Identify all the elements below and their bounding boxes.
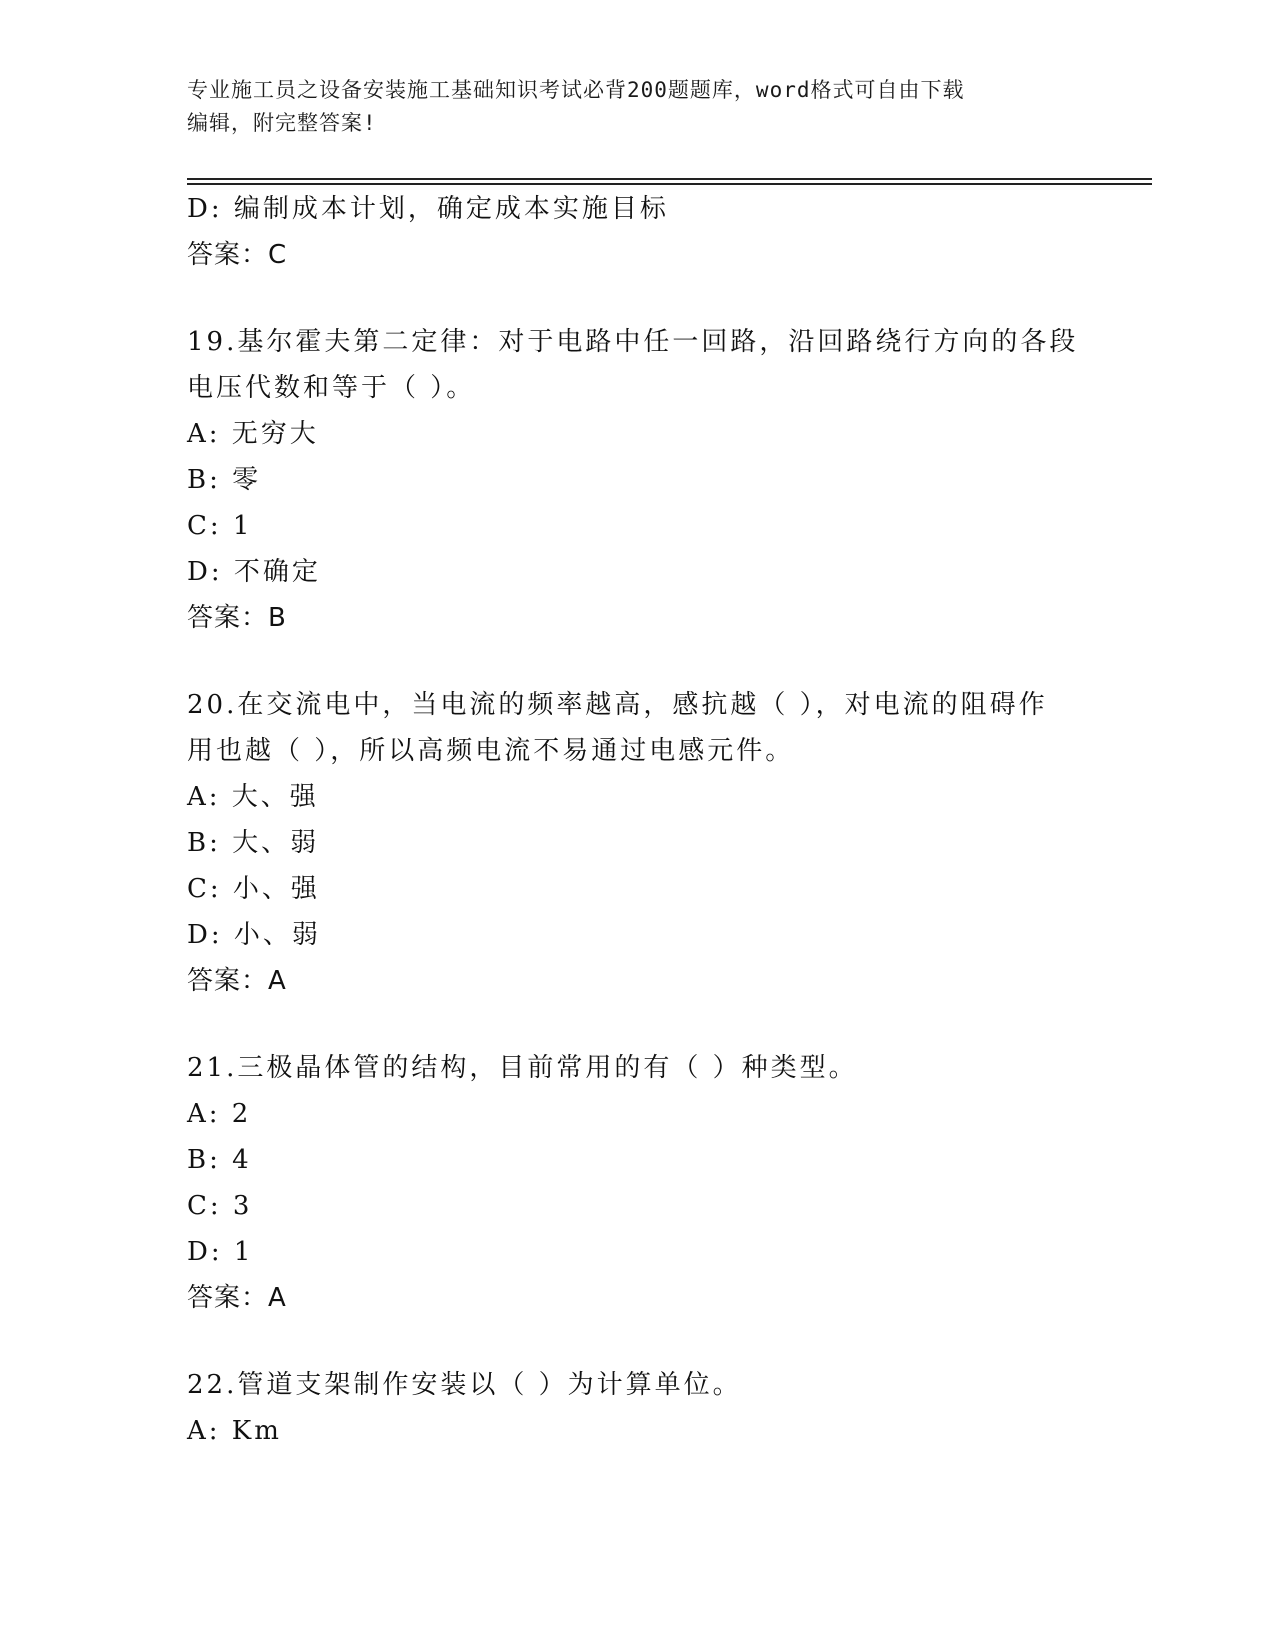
header-divider-top: [187, 178, 1152, 180]
question-text-line-1: 22.管道支架制作安装以（ ）为计算单位。: [187, 1370, 742, 1400]
question-19: [187, 319, 1087, 641]
question-text-line-2: 用也越（ ），所以高频电流不易通过电感元件。: [187, 736, 795, 766]
question-text-line-1: 21.三极晶体管的结构，目前常用的有（ ）种类型。: [187, 1053, 858, 1083]
option-a: A: Km: [187, 1416, 282, 1446]
option-b: B: 4: [187, 1145, 252, 1175]
question-22: [187, 1362, 1087, 1454]
option-d: D: 1: [187, 1237, 254, 1267]
question-text-line-1: 19.基尔霍夫第二定律：对于电路中任一回路，沿回路绕行方向的各段: [187, 327, 1079, 357]
option-c: C: 1: [187, 511, 253, 541]
answer-line: 答案：C: [187, 240, 288, 270]
answer-line: 答案：A: [187, 1283, 287, 1313]
answer-line: 答案：B: [187, 603, 287, 633]
question-text-line-2: 电压代数和等于（ ）。: [187, 373, 476, 403]
option-b: B: 大、弱: [187, 828, 320, 858]
option-a: A: 无穷大: [187, 419, 319, 449]
question-20: [187, 682, 1087, 1004]
previous-question-tail: [187, 186, 1087, 278]
header-divider-bottom: [187, 183, 1152, 185]
option-d: D: 不确定: [187, 557, 321, 587]
document-header: [187, 74, 1087, 140]
question-21: [187, 1045, 1087, 1321]
question-text-line-1: 20.在交流电中，当电流的频率越高，感抗越（ ），对电流的阻碍作: [187, 690, 1048, 720]
option-a: A: 2: [187, 1099, 252, 1129]
option-d: D: 小、弱: [187, 920, 321, 950]
header-line-1: 专业施工员之设备安装施工基础知识考试必背200题题库，word格式可自由下载: [187, 78, 965, 102]
question-content: [187, 186, 1087, 1454]
option-d: D: 编制成本计划，确定成本实施目标: [187, 194, 669, 224]
answer-line: 答案：A: [187, 966, 287, 996]
option-a: A: 大、强: [187, 782, 319, 812]
option-b: B: 零: [187, 465, 262, 495]
option-c: C: 小、强: [187, 874, 320, 904]
option-c: C: 3: [187, 1191, 253, 1221]
header-line-2: 编辑，附完整答案!: [187, 111, 377, 135]
